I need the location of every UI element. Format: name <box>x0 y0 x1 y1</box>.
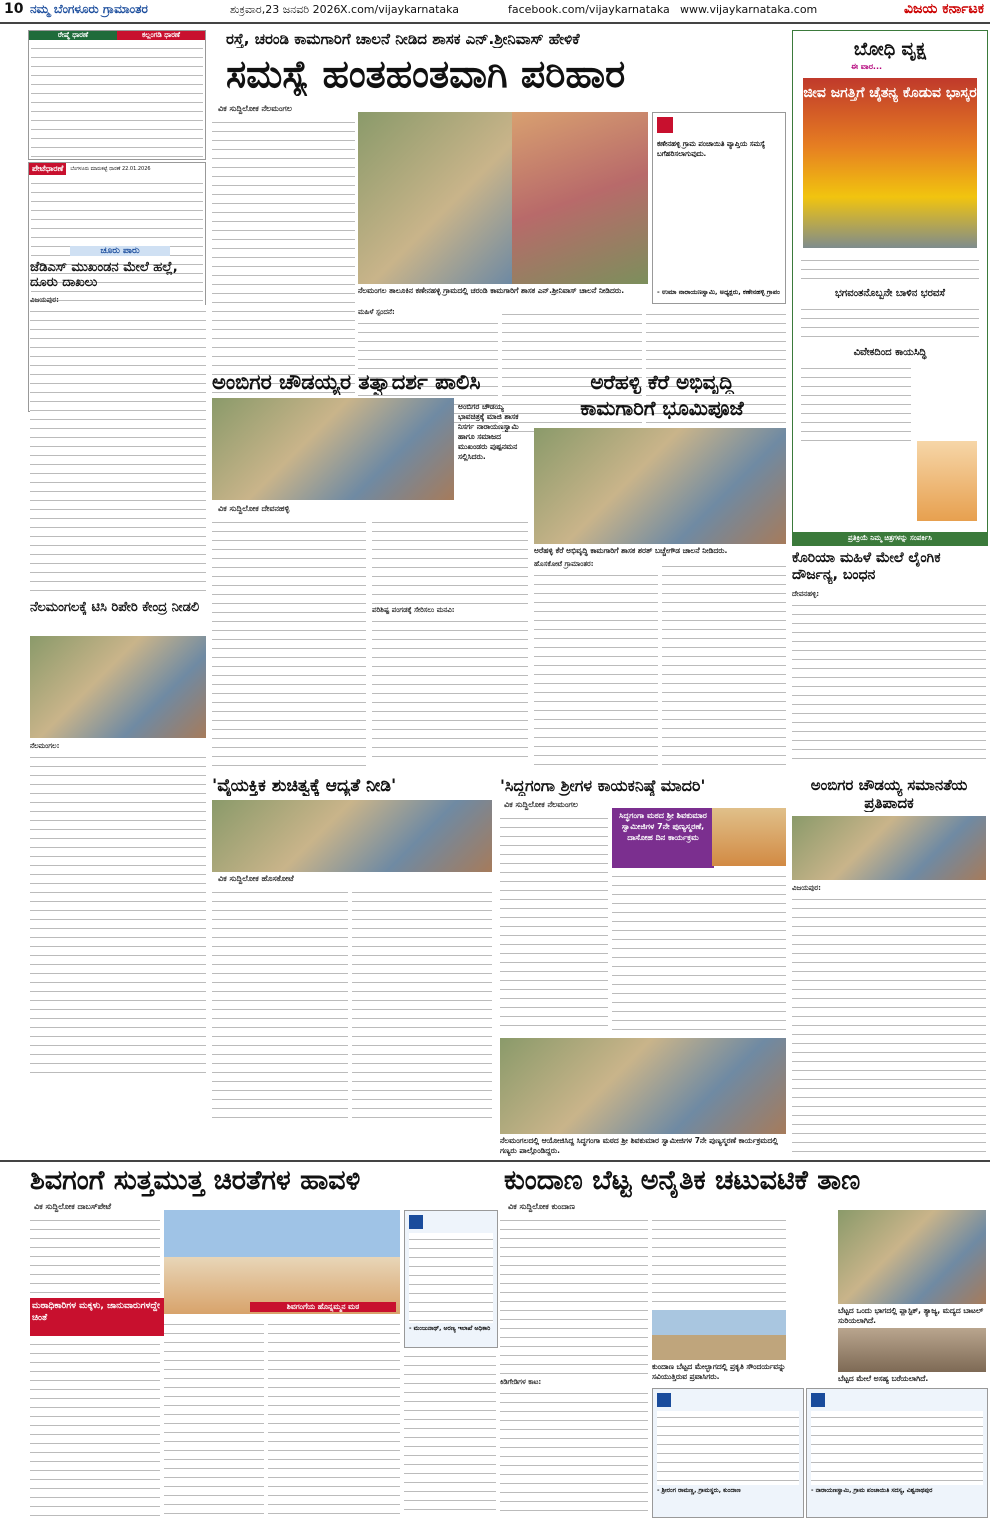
kundana-quote1-box <box>652 1388 804 1518</box>
kundana-headline: ಕುಂದಾಣ ಬೆಟ್ಟ ಅನೈತಿಕ ಚಟುವಟಿಕೆ ತಾಣ <box>504 1165 861 1196</box>
bottom-divider <box>0 1160 990 1162</box>
equality-dateline: ವಿಜಯಪುರ: <box>792 884 821 892</box>
lead-quote-author: - ಉಮಾ ನಾರಾಯಣಸ್ವಾಮಿ, ಅಧ್ಯಕ್ಷರು, ಕಣೇನಹಳ್ಳಿ ಗ್ರಾಪಂ <box>657 288 780 296</box>
shivaganga-body-col4 <box>404 1350 496 1516</box>
kundana-body-col2 <box>652 1214 786 1306</box>
shivaganga-body-col3 <box>268 1318 400 1516</box>
bodhi-item2: ವಿವೇಕದಿಂದ ಕಾಯಸಿದ್ಧಿ <box>853 347 927 358</box>
arehalli-photo <box>534 428 786 544</box>
kundana-body-col3 <box>500 1378 648 1516</box>
arehalli-body-col2 <box>662 560 786 766</box>
section-title: ನಮ್ಮ ಬೆಂಗಳೂರು ಗ್ರಾಮಾಂತರ <box>30 2 148 16</box>
siddaganga-headline: 'ಸಿದ್ಧಗಂಗಾ ಶ್ರೀಗಳ ಕಾಯಕನಿಷ್ಠೆ ಮಾದರಿ' <box>500 776 706 795</box>
korea-headline: ಕೊರಿಯಾ ಮಹಿಳೆ ಮೇಲೆ ಲೈಂಗಿಕ ದೌರ್ಜನ್ಯ, ಬಂಧನ <box>792 550 941 583</box>
ambigara-body-col1 <box>212 516 366 766</box>
sidebar-story1-dateline: ವಿಜಯಪುರ: <box>30 296 59 304</box>
shivaganga-headline: ಶಿವಗಂಗೆ ಸುತ್ತಮುತ್ತ ಚಿರತೆಗಳ ಹಾವಳಿ <box>30 1165 361 1196</box>
equality-photo <box>792 816 986 880</box>
ambigara-subhead: ಪರಿಶಿಷ್ಟ ಪಂಗಡಕ್ಕೆ ಸೇರಿಸಲು ಮನವಿ: <box>372 606 455 614</box>
lead-quote: ಕಣೇನಹಳ್ಳಿ ಗ್ರಾಮ ಪಂಚಾಯಿತಿ ವ್ಯಾಪ್ತಿಯ ಸಮಸ್ಯೆ ಬಗೆಹರಿಸಲಾಗುವುದು. <box>657 140 766 158</box>
quote-icon <box>409 1215 423 1229</box>
hygiene-headline: 'ವೈಯಕ್ತಿಕ ಶುಚಿತ್ವಕ್ಕೆ ಆದ್ಯತೆ ನೀಡಿ' <box>212 776 397 796</box>
arehalli-headline-2: ಕಾಮಗಾರಿಗೆ ಭೂಮಿಪೂಜೆ <box>580 396 744 420</box>
bodhi-subtitle: ಈ ವಾರ... <box>851 62 883 71</box>
quote-icon <box>657 1393 671 1407</box>
ambigara-photo <box>212 398 454 500</box>
kundana-photo-3 <box>838 1328 986 1372</box>
arehalli-caption: ಅರೆಹಳ್ಳಿ ಕೆರೆ ಅಭಿವೃದ್ಧಿ ಕಾಮಗಾರಿಗೆ ಶಾಸಕ ಶರತ್ ಬಚ್ಚೇಗೌಡ ಚಾಲನೆ ನೀಡಿದರು. <box>534 546 728 555</box>
sidebar-story1-body <box>30 296 206 596</box>
facebook-link[interactable]: facebook.com/vijaykarnataka <box>508 3 670 16</box>
hygiene-byline: ವಿಕ ಸುದ್ದಿಲೋಕ ಹೊಸಕೋಟೆ <box>218 874 294 883</box>
sidebar-story2-headline: ನೆಲಮಂಗಲಕ್ಕೆ ಟಿಸಿ ರಿಪೇರಿ ಕೇಂದ್ರ ನೀಡಲಿ <box>30 600 200 615</box>
page-number: 10 <box>4 1 24 17</box>
shivaganga-quote-author: - ಮಂಜುನಾಥ್, ಅರಣ್ಯ ಇಲಾಖೆ ಅಧಿಕಾರಿ <box>409 1325 491 1332</box>
brand-logo: ವಿಜಯ ಕರ್ನಾಟಕ <box>903 1 984 17</box>
kundana-quote1-author: - ಶ್ರೀರಂಗ ರಾಮಣ್ಣ, ಗ್ರಾಮಸ್ಥರು, ಕುಂದಾಣ <box>657 1487 741 1494</box>
lead-quote-box <box>652 112 786 304</box>
ambigara-body-col2 <box>372 516 528 766</box>
ambigara-byline: ವಿಕ ಸುದ್ದಿಲೋಕ ದೇವನಹಳ್ಳಿ <box>218 504 290 513</box>
bodhi-contact: ಪ್ರತಿಕ್ರಿಯೆ ನಿಮ್ಮ ಚಿತ್ರಗಳನ್ನು ಸಂಪರ್ಕಿಸಿ <box>793 532 987 545</box>
quote-icon <box>657 117 673 133</box>
sidebar-story1-headline: ಜೆಡಿಎಸ್ ಮುಖಂಡನ ಮೇಲೆ ಹಲ್ಲೆ, ದೂರು ದಾಖಲು <box>30 260 178 290</box>
sidebar-story2-photo <box>30 636 206 738</box>
siddaganga-photo <box>500 1038 786 1134</box>
x-handle[interactable]: X.com/vijaykarnataka <box>340 3 460 16</box>
veg-rates-title: ಪೇಟೆಧಾರಣೆ <box>29 163 66 175</box>
lead-headline: ಸಮಸ್ಯೆ ಹಂತಹಂತವಾಗಿ ಪರಿಹಾರ <box>226 52 626 96</box>
date: ಶುಕ್ರವಾರ,23 ಜನವರಿ 2026 <box>230 3 341 16</box>
arehalli-body-col1 <box>534 560 658 766</box>
shivaganga-body-col1 <box>30 1338 160 1516</box>
bodhi-panel <box>792 30 988 546</box>
lead-photo-2 <box>512 112 648 284</box>
shivaganga-body-col2 <box>164 1318 264 1516</box>
hygiene-photo <box>212 800 492 872</box>
quote-icon <box>811 1393 825 1407</box>
sidebar-tag: ಚೂರು ಪಾರು <box>70 246 170 256</box>
equality-headline: ಅಂಬಿಗರ ಚೌಡಯ್ಯ ಸಮಾನತೆಯ ಪ್ರತಿಪಾದಕ <box>810 776 968 812</box>
shivaganga-subhead: ಮಠಾಧಿಕಾರಿಗಳ ಮಕ್ಕಳು, ಜಾನುವಾರುಗಳದ್ದೇ ಚಿಂತೆ <box>30 1298 164 1336</box>
shivaganga-intro <box>30 1214 160 1294</box>
kundana-photo-2 <box>838 1210 986 1304</box>
kundana-byline: ವಿಕ ಸುದ್ದಿಲೋಕ ಕುಂದಾಣ <box>508 1202 575 1211</box>
shivaganga-photo-caption: ಶಿವಗಂಗೆಯ ಹೊನ್ನಮ್ಮನ ಮಠ <box>250 1302 396 1312</box>
lead-caption: ನೆಲಮಂಗಲ ತಾಲೂಕಿನ ಕಣೇನಹಳ್ಳಿ ಗ್ರಾಮದಲ್ಲಿ ಚರಂಡಿ ಕಾಮಗಾರಿಗೆ ಶಾಸಕ ಎನ್.ಶ್ರೀನಿವಾಸ್ ಚಾಲನೆ ನೀಡಿದರು. <box>358 286 625 295</box>
kundana-body-col1 <box>500 1214 648 1374</box>
ambigara-caption: ಅಂಬಿಗರ ಚೌಡಯ್ಯ ಭಾವಚಿತ್ರಕ್ಕೆ ಮಾಜಿ ಶಾಸಕ ನಿಸರ್ಗ ನಾರಾಯಣಸ್ವಾಮಿ ಹಾಗೂ ಸಮಾಜದ ಮುಖಂಡರು ಪುಷ್ಪನಮನ ಸಲ್ಲಿಸಿದರು. <box>458 402 519 461</box>
website-link[interactable]: www.vijaykarnataka.com <box>680 3 818 16</box>
veg-rates-note: ಬೆಂಗಳೂರು ಮಾರುಕಟ್ಟೆ ಧಾರಣೆ 22.01.2026 <box>70 166 151 172</box>
shivaganga-photo <box>164 1210 400 1314</box>
arehalli-dateline: ಹೊಸಕೋಟೆ ಗ್ರಾಮಾಂತರ: <box>534 560 594 568</box>
hygiene-body-col1 <box>212 886 348 1126</box>
kundana-caption-1: ಕುಂದಾಣ ಬೆಟ್ಟದ ಮೇಲ್ಭಾಗದಲ್ಲಿ ಪ್ರಕೃತಿ ಸೌಂದರ್ಯವನ್ನು ಸವಿಯುತ್ತಿರುವ ಪ್ರವಾಸಿಗರು. <box>652 1362 786 1381</box>
bodhi-item1: ಭಗವಂತನೊಬ್ಬನೇ ಬಾಳಿನ ಭರವಸೆ <box>834 288 946 299</box>
siddaganga-banner: ಸಿದ್ಧಗಂಗಾ ಮಠದ ಶ್ರೀ ಶಿವಕುಮಾರ ಸ್ವಾಮೀಜಿಗಳ 7ನೇ ಪುಣ್ಯಸ್ಮರಣೆ, ದಾಸೋಹ ದಿನ ಕಾರ್ಯಕ್ರಮ <box>612 808 714 868</box>
bodhi-poster-text: ಜೀವ ಜಗತ್ತಿಗೆ ಚೈತನ್ಯ ಕೊಡುವ ಭಾಸ್ಕರ <box>803 85 977 101</box>
bodhi-poster <box>803 78 977 248</box>
kundana-subhead: ಕಿಡಿಗೇಡಿಗಳ ಕಾಟ: <box>500 1378 542 1386</box>
kundana-caption-2: ಬೆಟ್ಟದ ಒಂದು ಭಾಗದಲ್ಲಿ ಪ್ಲಾಸ್ಟಿಕ್, ತ್ಯಾಜ್ಯ, ಮದ್ಯದ ಬಾಟಲ್ ಸುರಿಯಲಾಗಿದೆ. <box>838 1306 984 1325</box>
siddaganga-portrait <box>712 808 786 866</box>
ambigara-headline: ಅಂಬಿಗರ ಚೌಡಯ್ಯರ ತತ್ವಾದರ್ಶ ಪಾಲಿಸಿ <box>212 370 481 394</box>
lead-byline: ವಿಕ ಸುದ್ದಿಲೋಕ ನೆಲಮಂಗಲ <box>218 104 292 113</box>
kundana-quote2-box <box>806 1388 988 1518</box>
hygiene-body-col2 <box>352 886 492 1126</box>
page-header <box>0 0 990 24</box>
sidebar-story2-dateline: ನೆಲಮಂಗಲ: <box>30 742 60 750</box>
bodhi-title: ಬೋಧಿ ವೃಕ್ಷ <box>853 39 927 60</box>
shivaganga-quote-box <box>404 1210 498 1348</box>
arehalli-headline-1: ಅರೆಹಳ್ಳಿ ಕೆರೆ ಅಭಿವೃದ್ಧಿ <box>590 370 734 394</box>
kundana-photo-1 <box>652 1310 786 1360</box>
korea-body <box>792 590 986 766</box>
siddaganga-body-col2 <box>612 870 786 1034</box>
siddaganga-byline: ವಿಕ ಸುದ್ದಿಲೋಕ ನೆಲಮಂಗಲ <box>504 800 578 809</box>
sidebar-tag-box <box>70 246 170 256</box>
siddaganga-caption: ನೆಲಮಂಗಲದಲ್ಲಿ ಆಯೋಜಿಸಿದ್ದ ಸಿದ್ಧಗಂಗಾ ಮಠದ ಶ್ರೀ ಶಿವಕುಮಾರ ಸ್ವಾಮೀಜಿಗಳ 7ನೇ ಪುಣ್ಯಸ್ಮರಣೆ ಕಾರ್ಯಕ್ರಮದಲ್ಲಿ ಗಣ್ಯರು ಪಾಲ್ಗೊಂಡಿದ್ದರು. <box>500 1136 778 1155</box>
equality-body <box>792 884 986 1156</box>
bodhi-illustration <box>917 441 977 521</box>
kundana-quote2-author: - ನಾರಾಯಣಸ್ವಾಮಿ, ಗ್ರಾಮ ಪಂಚಾಯಿತಿ ಸದಸ್ಯ, ವಿಶ್ವನಾಥಪುರ <box>811 1487 933 1494</box>
korea-dateline: ದೇವನಹಳ್ಳಿ: <box>792 590 820 598</box>
lead-kicker: ರಸ್ತೆ, ಚರಂಡಿ ಕಾಮಗಾರಿಗೆ ಚಾಲನೆ ನೀಡಿದ ಶಾಸಕ ಎನ್.ಶ್ರೀನಿವಾಸ್ ಹೇಳಿಕೆ <box>226 30 580 48</box>
sidebar-story2-body <box>30 742 206 1080</box>
lead-subhead: ಮಹಿಳೆ ಸ್ಪಂದನೆ: <box>358 308 395 316</box>
watermelon-rate-title: ಕಲ್ಲಂಗಡಿ ಧಾರಣೆ <box>117 31 205 40</box>
silk-rate-title: ರೇಷ್ಮೆ ಧಾರಣೆ <box>29 31 117 40</box>
shivaganga-byline: ವಿಕ ಸುದ್ದಿಲೋಕ ದಾಬಸ್‌ಪೇಟೆ <box>34 1202 112 1211</box>
kundana-caption-3: ಬೆಟ್ಟದ ಮೇಲೆ ಅಸಹ್ಯ ಬರೆಯಲಾಗಿದೆ. <box>838 1374 929 1383</box>
market-rates-box <box>28 30 206 160</box>
siddaganga-body-col1 <box>500 812 608 1034</box>
